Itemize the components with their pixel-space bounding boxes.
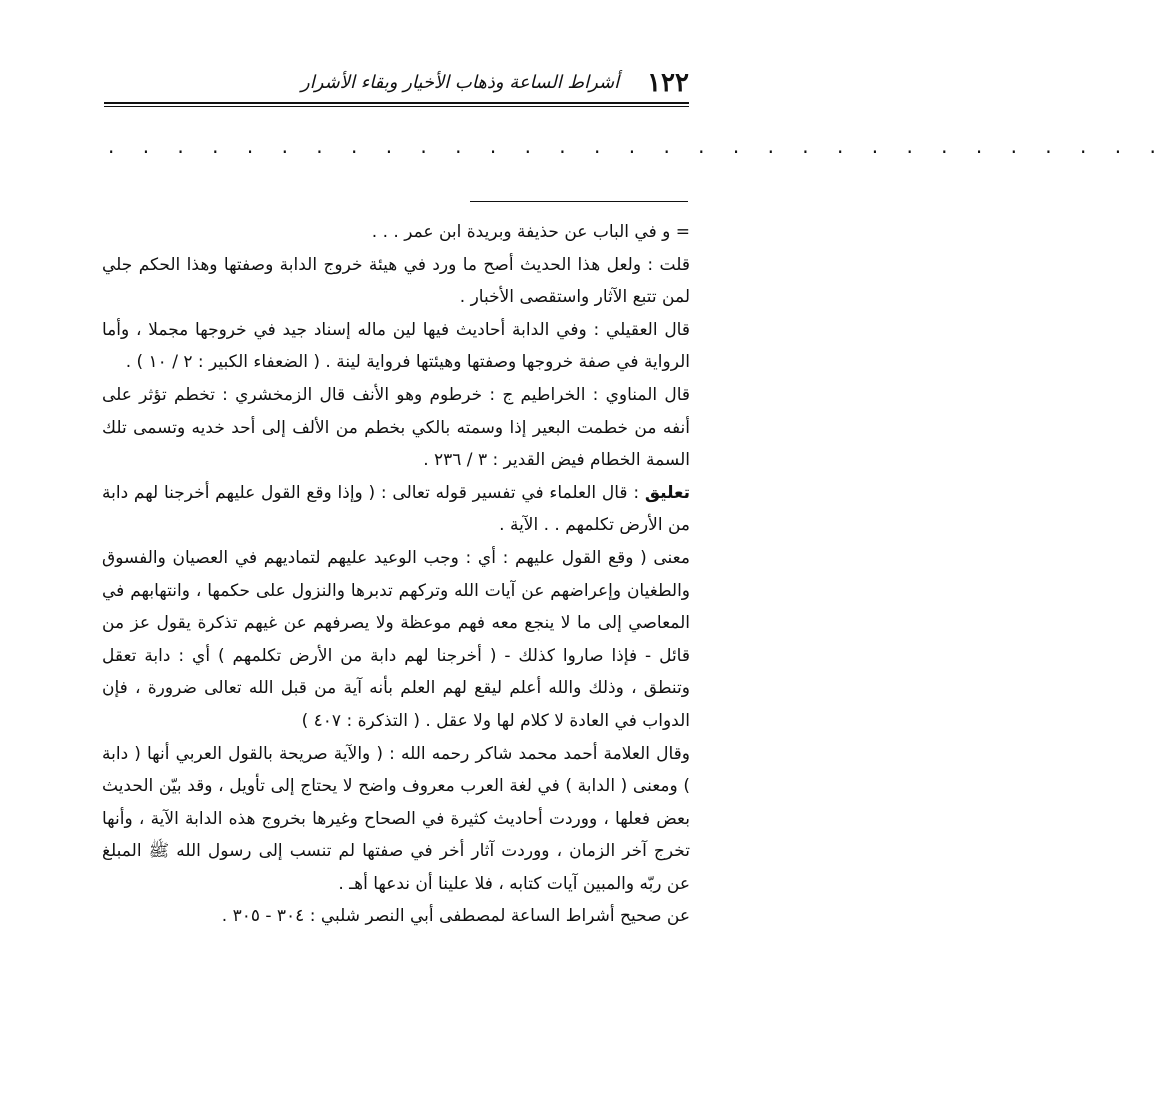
header-rule-thin — [104, 106, 689, 107]
paragraph-shakir: وقال العلامة أحمد محمد شاكر رحمه الله : ( والآية صريحة بالقول العربي أنها ( دابة ) ومعنى ( الدابة ) في لغة العرب معروف واضح لا يحتاج إلى تأويل ، وقد بيّن الحديث بعض فعلها ، ووردت أحاديث كثيرة في الصحاح وغيرها بخروج هذه الدابة الآية ، وأنها تخرج آخر الزمان ، ووردت آثار أخر في صفتها لم تنسب إلى رسول الله ﷺ المبلغ عن ربّه والمبين آيات كتابه ، فلا علينا أن ندعها أهـ . — [102, 743, 690, 894]
paragraph-munawi: قال المناوي : الخراطيم ج : خرطوم وهو الأنف قال الزمخشري : تخطم تؤثر على أنفه من خطمت البعير إذا وسمته بالكي بخطم من الألف إلى أحد خديه وتسمى تلك السمة الخطام فيض القدير : ٣ / ٢٣٦ . — [102, 384, 690, 471]
paragraph-author-note: قلت : ولعل هذا الحديث أصح ما ورد في هيئة خروج الدابة وصفتها وهذا الحكم جلي لمن تتبع الآثار واستقصى الأخبار . — [102, 254, 690, 308]
paragraph-continuation: = و في الباب عن حذيفة وبريدة ابن عمر . . . — [371, 222, 690, 242]
paragraph-meaning: معنى ( وقع القول عليهم : أي : وجب الوعيد عليهم لتماديهم في العصيان والفسوق والطغيان وإعراضهم عن آيات الله وتركهم تدبرها والنزول على حكمها ، وانتهابهم في المعاصي إلى ما لا ينجع معه فهم موعظة ولا يصرفهم عن غيهم تذكرة يقول عز من قائل - فإذا صاروا كذلك - ( أخرجنا لهم دابة من الأرض تكلمهم ) أي : دابة تعقل وتنطق ، وذلك والله أعلم ليقع لهم العلم بأنه آية من قبل الله تعالى ضرورة ، فإن الدواب في العادة لا كلام لها ولا عقل . ( التذكرة : ٤٠٧ ) — [102, 547, 690, 731]
footnote-rule — [470, 201, 688, 202]
commentary-label: تعليق — [644, 482, 690, 503]
paragraph-commentary: تعليق : قال العلماء في تفسير قوله تعالى : ( وإذا وقع القول عليهم أخرجنا لهم دابة من الأرض تكلمهم . . الآية . — [102, 482, 690, 536]
page-header — [104, 62, 689, 100]
footnote-body — [102, 216, 690, 933]
page-number: ١٢٢ — [647, 68, 689, 98]
paragraph-source: عن صحيح أشراط الساعة لمصطفى أبي النصر شلبي : ٣٠٤ - ٣٠٥ . — [221, 906, 690, 927]
dotted-separator: · · · · · · · · · · · · · · · · · · · · · · · · · · · · · · · — [108, 140, 1167, 164]
header-rule — [104, 102, 689, 104]
paragraph-uqayli: قال العقيلي : وفي الدابة أحاديث فيها لين ماله إسناد جيد في خروجها مجملا ، وأما الرواية في صفة خروجها وصفتها وهيئتها فرواية لينة . ( الضعفاء الكبير : ٢ / ١٠ ) . — [102, 319, 690, 373]
running-title: أشراط الساعة وذهاب الأخيار وبقاء الأشرار — [301, 72, 620, 93]
